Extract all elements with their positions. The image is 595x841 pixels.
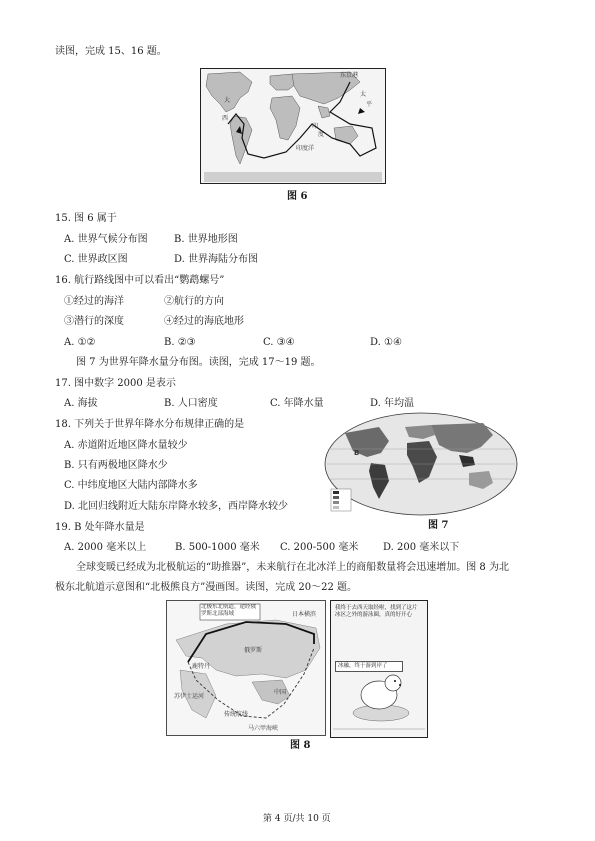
label-yokohama: 日本横滨	[292, 611, 317, 618]
q18-option-a: A. 赤道附近地区降水量较少	[64, 440, 188, 451]
q15-option-a: A. 世界气候分布图	[64, 234, 148, 245]
figure-6-caption: 图 6	[287, 191, 308, 202]
figure-8-arctic-route-map	[166, 600, 326, 736]
label-du: 度	[318, 131, 325, 138]
q16-item-1: ①经过的海洋	[64, 296, 124, 307]
q16-option-d: D. ①④	[370, 337, 402, 348]
question-16-stem: 16. 航行路线图中可以看出“鹦鹉螺号”	[55, 275, 225, 286]
label-yin: 印	[312, 123, 319, 130]
label-russia: 俄罗斯	[244, 647, 263, 654]
label-ping: 平	[366, 101, 373, 108]
figure-7-caption: 图 7	[428, 520, 449, 531]
q19-option-a: A. 2000 毫米以上	[64, 542, 147, 553]
figure-7-precipitation-map	[323, 411, 519, 517]
q19-option-b: B. 500-1000 毫米	[175, 542, 260, 553]
cartoon-speech-bubble: 冰融，终于游到岸了	[335, 661, 403, 672]
label-rotterdam: 鹿特丹	[192, 663, 211, 670]
q16-item-4: ④经过的海底地形	[164, 316, 244, 327]
q15-option-c: C. 世界政区图	[64, 254, 128, 265]
question-17-stem: 17. 图中数字 2000 是表示	[55, 378, 176, 389]
intro-15-16: 读图，完成 15、16 题。	[55, 46, 167, 57]
figure-8-caption: 图 8	[290, 740, 311, 751]
label-xi: 西	[222, 115, 229, 122]
q16-option-a: A. ①②	[64, 337, 96, 348]
q15-option-b: B. 世界地形图	[174, 234, 238, 245]
q19-option-c: C. 200-500 毫米	[280, 542, 359, 553]
label-b: B	[354, 449, 360, 457]
q17-option-d: D. 年均温	[370, 398, 415, 409]
q18-option-b: B. 只有两极地区降水少	[64, 460, 168, 471]
q16-option-c: C. ③④	[263, 337, 295, 348]
q16-item-3: ③潜行的深度	[64, 316, 124, 327]
label-sea-route: 传统航线	[224, 711, 249, 718]
intro-20-22-line-2: 极东北航道示意图和“北极熊良方”漫画图。读图，完成 20～22 题。	[55, 582, 358, 593]
label-malacca: 马六甲海峡	[248, 725, 279, 732]
q19-option-d: D. 200 毫米以下	[383, 542, 460, 553]
page-footer: 第 4 页/共 10 页	[263, 814, 331, 824]
label-tai: 太	[360, 91, 367, 98]
question-15-stem: 15. 图 6 属于	[55, 213, 117, 224]
question-19-stem: 19. B 处年降水量是	[55, 522, 145, 533]
q17-option-c: C. 年降水量	[270, 398, 324, 409]
question-18-stem: 18. 下列关于世界年降水分布规律正确的是	[55, 419, 245, 430]
q17-option-a: A. 海拔	[64, 398, 98, 409]
label-china: 中国	[274, 689, 287, 696]
q18-option-d: D. 北回归线附近大陆东岸降水较多，西岸降水较少	[64, 501, 289, 512]
label-da: 大	[224, 97, 231, 104]
figure-6-world-route-map	[200, 68, 386, 184]
cartoon-top-caption: 我终于去西天取经啦，找到了这片冰区之外的游泳圈，真的好开心	[335, 605, 418, 618]
q18-option-c: C. 中纬度地区大陆内部降水多	[64, 480, 198, 491]
figure-8-polar-bear-cartoon	[330, 600, 428, 738]
label-indian-ocean: 印度洋	[296, 145, 315, 152]
q16-item-2: ②航行的方向	[164, 296, 224, 307]
q15-option-d: D. 世界海陆分布图	[174, 254, 259, 265]
q16-option-b: B. ②③	[164, 337, 196, 348]
label-suez: 苏伊士运河	[174, 693, 205, 700]
route-note: 北极东北航道，途经俄罗斯北部海域	[201, 604, 257, 617]
intro-17-19: 图 7 为世界年降水量分布图。读图，完成 17～19 题。	[76, 357, 321, 368]
label-tokyo: 东京港	[340, 72, 359, 79]
intro-20-22-line-1: 全球变暖已经成为北极航运的“助推器”，未来航行在北冰洋上的商船数量将会迅速增加。图 8 为北	[76, 562, 509, 573]
q17-option-b: B. 人口密度	[164, 398, 218, 409]
